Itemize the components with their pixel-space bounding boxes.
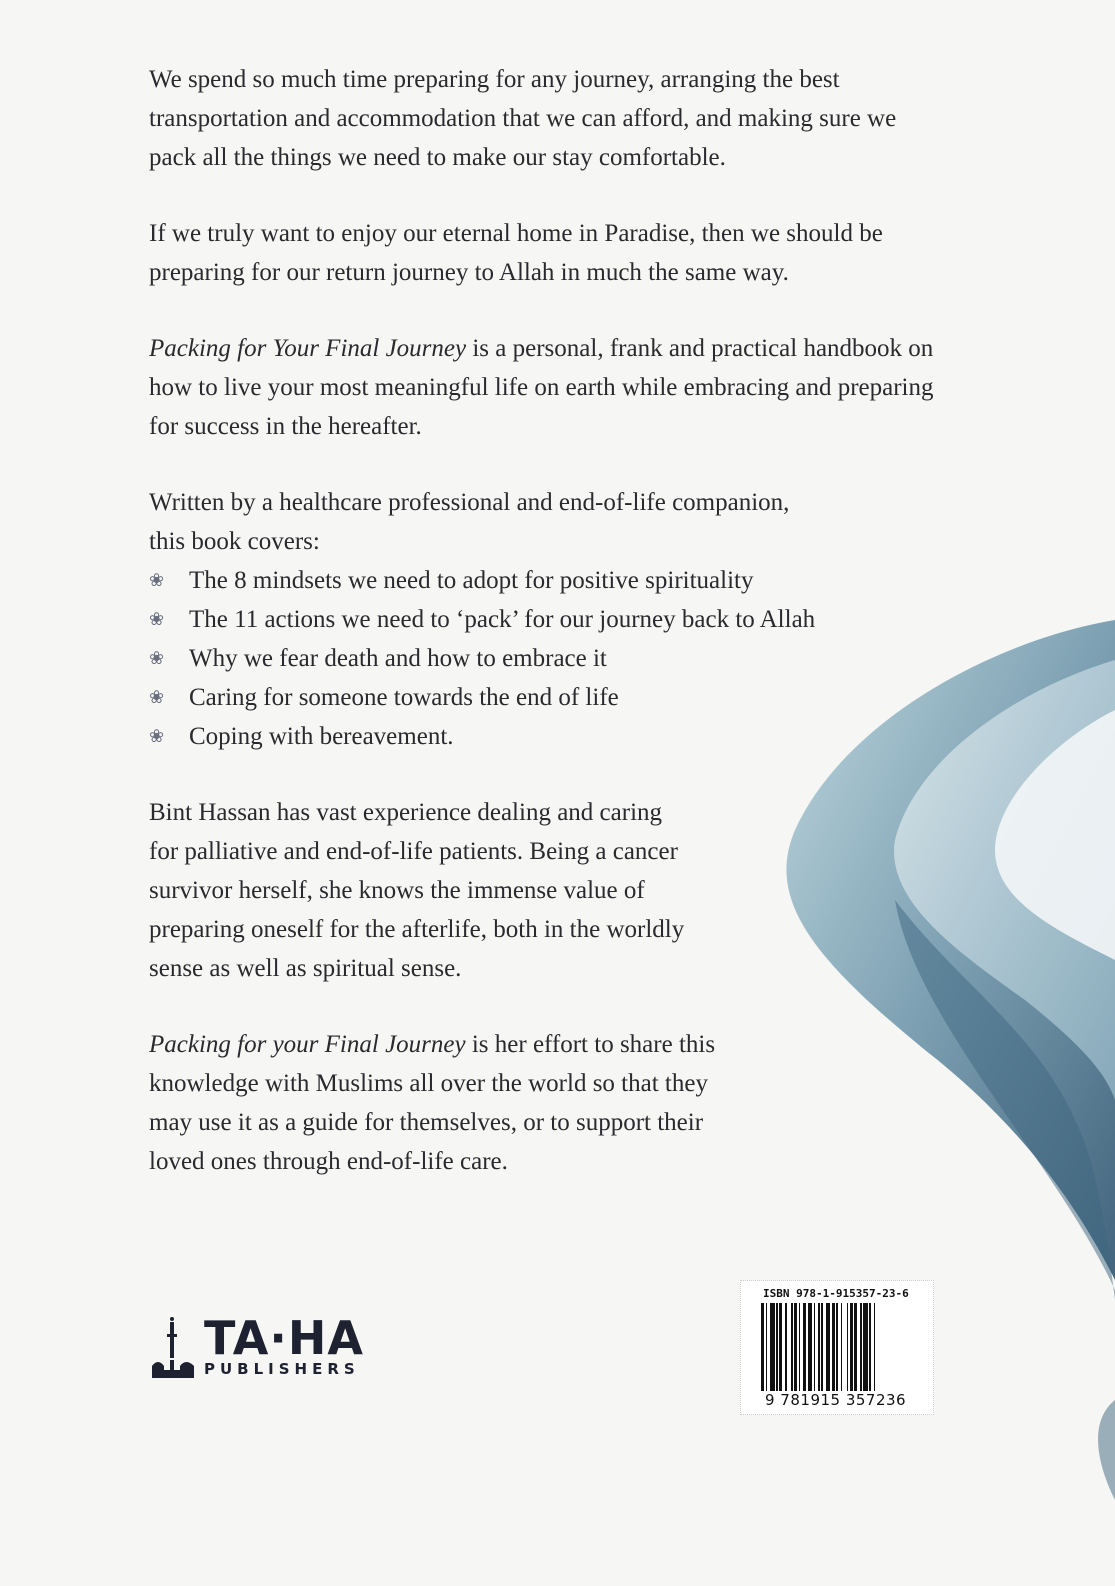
isbn-barcode <box>740 1280 934 1415</box>
mosque-minaret-icon <box>150 1316 198 1378</box>
intro-paragraph: We spend so much time preparing for any journey, arranging the best transportation and accommodation that we can afford, and making sure we pack all the things we need to make our stay comfortable. <box>149 66 897 171</box>
effort-paragraph <box>149 1025 729 1181</box>
flower-bullet-icon: ❀ <box>149 648 165 668</box>
publisher-logo <box>150 1311 364 1378</box>
list-item <box>149 639 949 678</box>
list-item-text: The 8 mindsets we need to adopt for positive spirituality <box>189 567 754 594</box>
publisher-subtitle: PUBLISHERS <box>204 1360 360 1378</box>
barcode-bars <box>761 1303 925 1391</box>
list-item <box>149 717 949 756</box>
list-item <box>149 600 949 639</box>
list-item-text: Caring for someone towards the end of life <box>189 684 619 711</box>
isbn-text: ISBN 978-1-915357-23-6 <box>763 1287 909 1300</box>
list-item-text: The 11 actions we need to ‘pack’ for our journey back to Allah <box>189 606 816 633</box>
flower-bullet-icon: ❀ <box>149 609 165 629</box>
cover-text <box>149 60 949 1218</box>
covers-paragraph: Written by a healthcare professional and end-of-life companion, this book covers: <box>149 489 790 555</box>
book-title: Packing for your Final Journey <box>149 1031 466 1058</box>
publisher-name: TA·HA <box>204 1311 364 1365</box>
list-item <box>149 561 949 600</box>
paradise-paragraph: If we truly want to enjoy our eternal home in Paradise, then we should be preparing for our return journey to Allah in much the same way. <box>149 220 883 286</box>
list-item-text: Why we fear death and how to embrace it <box>189 645 607 672</box>
flower-bullet-icon: ❀ <box>149 726 165 746</box>
author-paragraph: Bint Hassan has vast experience dealing and caring for palliative and end-of-life patients. Being a cancer survivor herself, she knows the immense value of preparing oneself for the afterlife, both in the worldly sense as well as spiritual sense. <box>149 799 685 982</box>
barcode-bar <box>875 1303 878 1391</box>
list-item <box>149 678 949 717</box>
effort-text: is her effort to share this knowledge with Muslims all over the world so that they may use it as a guide for themselves, or to support their loved ones through end-of-life care. <box>149 1031 716 1175</box>
handbook-paragraph <box>149 329 949 446</box>
barcode-digits: 9 781915 357236 <box>765 1391 907 1409</box>
handbook-text: is a personal, frank and practical handbook on how to live your most meaningful life on earth while embracing and preparing for success in the hereafter. <box>149 335 934 440</box>
list-item-text: Coping with bereavement. <box>189 723 454 750</box>
flower-bullet-icon: ❀ <box>149 570 165 590</box>
topic-list <box>149 561 949 756</box>
flower-bullet-icon: ❀ <box>149 687 165 707</box>
book-title: Packing for Your Final Journey <box>149 335 467 362</box>
